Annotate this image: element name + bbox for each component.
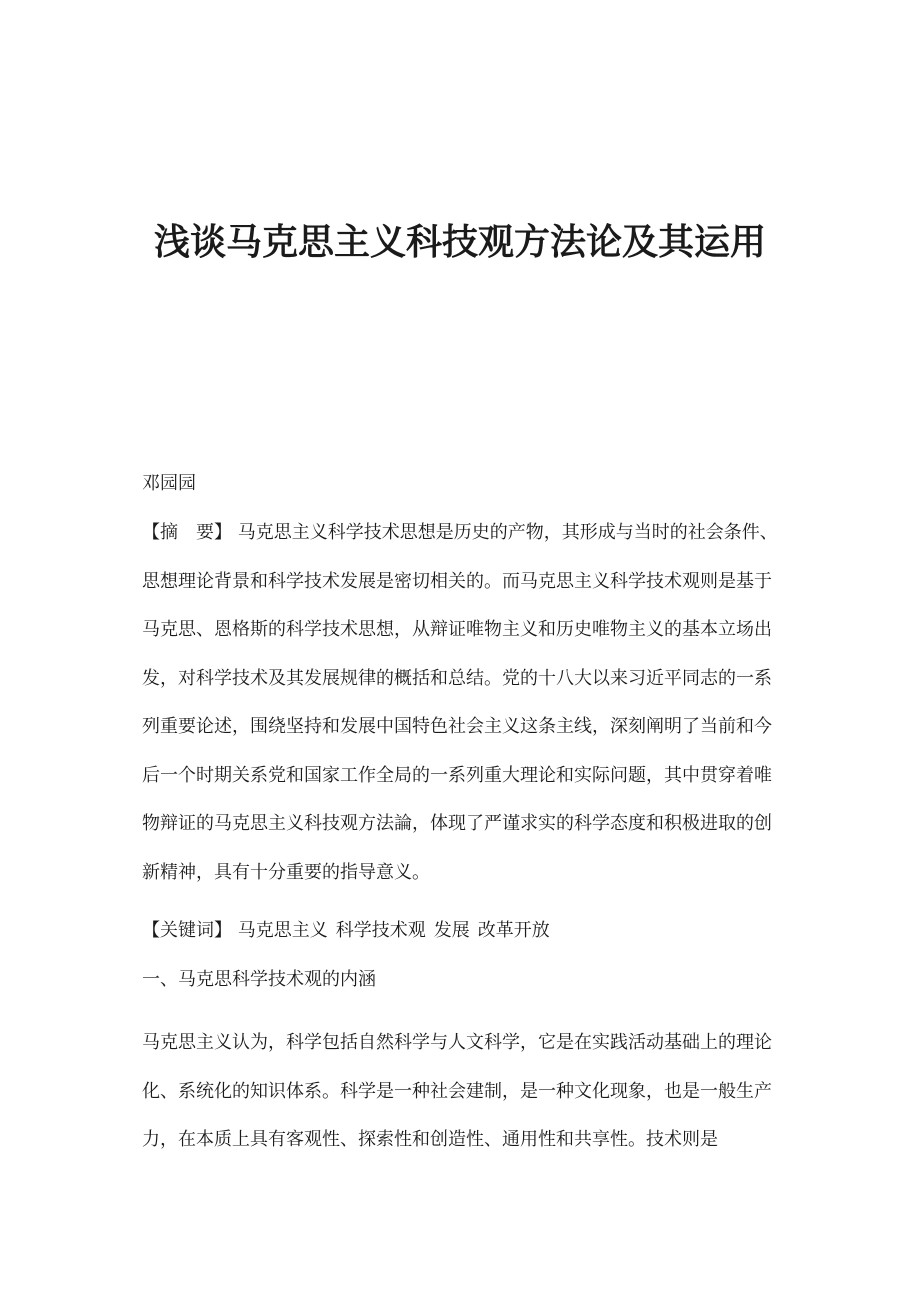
keywords-label: 【关键词】: [142, 920, 232, 941]
keyword-item: 发展: [433, 920, 470, 941]
section-heading: 一、马克思科学技术观的内涵: [142, 969, 376, 990]
document-title: 浅谈马克思主义科技观方法论及其运用: [153, 221, 766, 263]
abstract-label: 【摘 要】: [142, 522, 232, 543]
keywords-line: [142, 907, 778, 956]
keyword-item: 科学技术观: [335, 920, 426, 941]
author-name: 邓园园: [142, 473, 196, 494]
abstract-paragraph: [142, 509, 778, 897]
body-paragraph: 马克思主义认为，科学包括自然科学与人文科学，它是在实践活动基础上的理论化、系统化的知识体系。科学是一种社会建制，是一种文化现象，也是一般生产力，在本质上具有客观性、探索性和创造性、通用性和共享性。技术则是: [142, 1032, 772, 1150]
keyword-item: 改革开放: [477, 920, 550, 941]
keyword-item: 马克思主义: [237, 920, 328, 941]
abstract-text: 马克思主义科学技术思想是历史的产物，其形成与当时的社会条件、思想理论背景和科学技术发展是密切相关的。而马克思主义科学技术观则是基于马克思、恩格斯的科学技术思想，从辩证唯物主义和历史唯物主义的基本立场出发，对科学技术及其发展规律的概括和总结。党的十八大以来习近平同志的一系列重要论述，围绕坚持和发展中国特色社会主义这条主线，深刻阐明了当前和今后一个时期关系党和国家工作全局的一系列重大理论和实际问题，其中贯穿着唯物辩证的马克思主义科技观方法論，体现了严谨求实的科学态度和积极进取的创新精神，具有十分重要的指导意义。: [142, 522, 778, 883]
